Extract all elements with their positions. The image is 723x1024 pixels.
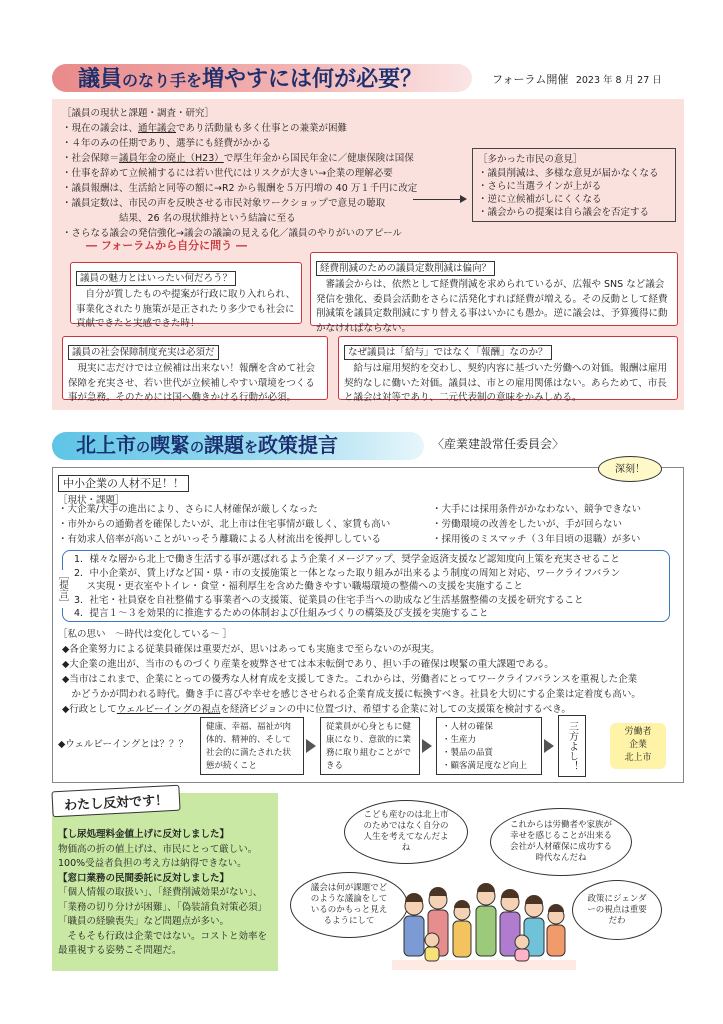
thoughts-heading: ［私の思い ～時代は変化している～ ］ — [58, 629, 233, 640]
title-part: 政策提言 — [258, 433, 338, 457]
box-heading: 議員の社会保障制度充実は必須だ — [68, 345, 219, 360]
issue-item: ・労働環境の改善をしたいが、手が回らない — [432, 519, 623, 530]
opinion-item: ・逆に立候補がしにくくなる — [478, 194, 602, 205]
issue-item: ・大企業/大手の進出により、さらに人材確保が厳しくなった — [58, 504, 318, 515]
thought-item: ◆大企業の進出が、当市のものづくり産業を疲弊させては本末転倒であり、担い手の確保は喫緊の重大課題である。 — [62, 659, 554, 670]
opinion-item: ・さらに当選ラインが上がる — [478, 181, 602, 192]
flow-step-4 — [558, 715, 586, 777]
title-part: の — [136, 440, 150, 456]
status-line: ・仕事を辞めて立候補するには若い世代にはリスクが大きい→企業の理解必要 — [62, 168, 393, 179]
opinions-heading: ［多かった市民の意見］ — [478, 154, 583, 165]
title-part: 何が — [312, 67, 357, 92]
flow-arrow — [306, 739, 316, 753]
flow-text: 従業員が心身ともに健康になり、意欲的に業務に取り組むことができる — [326, 722, 412, 771]
opinion-item: ・議員削減は、多様な意見が届かなくなる — [478, 168, 659, 179]
box-text: 現実に志だけでは立候補は出来ない！報酬を含めて社会保障を充実させ、若い世代が立候補しやすい環境をつくる事が急務。そのためには国へ働きかける行動が必須。 — [68, 363, 316, 403]
bubble-text: これからは労働者や家族が幸せを感じることが出来る会社が人材確保に成功する時代なんだね — [509, 820, 612, 863]
title-part: 課題 — [204, 433, 244, 457]
proposal-item: 2．中小企業が、賃上げなど国・県・市の支援施策と一体となった取り組みが出来るよう制度の周知と対応、ワークライフバラン — [74, 567, 621, 579]
forum-label — [492, 72, 662, 88]
proposal-label-text: ［提言］ — [57, 570, 68, 608]
flow-step-5 — [610, 723, 666, 769]
title-part: 北上市 — [76, 433, 136, 457]
thought-item: ◆各企業努力による従業員確保は重要だが、思いはあっても実施まで至らないのが現実。 — [62, 644, 440, 655]
issue-item: ・採用後のミスマッチ（３年目頃の退職）が多い — [432, 534, 641, 545]
proposal-item: ス実現・更衣室やトイレ・食堂・福利厚生を含めた働きやすい職場環境の整備への支援を実施すること — [74, 581, 523, 592]
box-appeal — [70, 262, 302, 329]
family-illustration — [392, 862, 576, 974]
title-part: 増やすには — [202, 67, 313, 92]
issue-item: ・市外からの通勤者を確保したいが、北上市は住宅事情が厳しく、家賃も高い — [58, 519, 391, 530]
forum-text: フォーラム開催 — [492, 73, 569, 86]
status-block — [62, 106, 482, 241]
flow-step-2 — [320, 717, 420, 775]
opinion-item: ・議会からの提案は自ら議会を否定する — [478, 207, 650, 218]
status-line: 結果、26 名の現状維持という結論に至る — [62, 213, 296, 224]
page-title — [78, 62, 422, 93]
speech-bubble — [290, 872, 408, 938]
forum-date: 2023 年 8 月 27 日 — [575, 75, 662, 86]
headline: 中小企業の人材不足！！ — [63, 477, 184, 490]
flow-text: 三方よし！ — [566, 721, 578, 771]
box-social — [62, 336, 328, 403]
oppose-content — [58, 828, 272, 959]
oppose-title: わたし反対です！ — [63, 792, 169, 814]
proposal-item: 1．様々な層から北上で働き生活する事が選ばれるよう企業イメージアップ、奨学金返済支援など認知度向上策を充実させること — [74, 554, 620, 565]
oppose-text-3: そもそも行政は企業ではない。コストと効率を最重視する姿勢こそ問題だ。 — [58, 930, 268, 956]
thought-item: かどうかが問われる時代。働き手に喜びや幸せを感じさせられる企業育成支援に転換すべき。社員を大切にする企業は定着度も高い。 — [62, 689, 641, 700]
status-line: ・社会保障＝議員年金の廃止（H23）で厚生年金から国民年金に／健康保険は国保 — [62, 153, 414, 164]
thought-item: ◆当市はこれまで、企業にとっての優秀な人材育成を支援してきた。これからは、労働者にとってワークライフバランスを重視した企業 — [62, 674, 638, 685]
box-heading: 議員の魅力とはいったい何だろう？ — [76, 271, 236, 286]
flow-text: ・製品の品質 — [442, 748, 494, 758]
flow-text: 北上市 — [624, 753, 652, 763]
flow-step-1 — [200, 717, 304, 775]
box-reduction — [310, 252, 678, 334]
flow-step-3 — [436, 717, 542, 775]
thoughts-block — [58, 627, 641, 717]
arrow-line — [413, 199, 463, 200]
issues-heading: ［現状・課題］ — [58, 495, 125, 506]
box-heading: なぜ議員は「給与」ではなく「報酬」なのか？ — [344, 345, 552, 360]
status-line: ・議員定数は、市民の声を反映させる市民対象ワークショップで意見の聴取 — [62, 198, 386, 209]
flow-text: ・人材の確保 — [442, 722, 494, 732]
title-part: 議員 — [78, 67, 123, 92]
speech-bubble — [344, 800, 468, 864]
bubble-text: 議会は何が課題でどのような議論をしているのかもっと見えるようにして — [310, 883, 388, 926]
committee-label: 〈産業建設常任委員会〉 — [432, 437, 565, 451]
headline-box — [58, 475, 189, 492]
status-line: ・さらなる議会の発信強化→議会の議論の見える化／議員のやりがいのアピール — [62, 228, 402, 239]
status-line: ・議員報酬は、生活給と同等の額に→R2 から報酬を５万円増の 40 万１千円に改定 — [62, 183, 418, 194]
title-part: の — [190, 440, 204, 456]
proposal-item: 3．社宅・社員寮を自社整備する事業者への支援策、従業員の住宅手当への助成など生活基盤整備の支援を研究すること — [74, 594, 584, 606]
flow-text: 健康、幸福、福祉が肉体的、精神的、そして社会的に満たされた状態が続くこと — [206, 722, 292, 771]
speech-bubble — [572, 880, 662, 940]
wellbeing-label: ◆ウェルビーイングとは？？？ — [58, 739, 189, 750]
proposal-label — [56, 570, 68, 608]
issue-item: ・大手には採用条件がかなわない、競争できない — [432, 504, 642, 515]
bubble-text: こども産むのは北上市のためではなく自分の人生を考えてなんだよね — [363, 810, 449, 853]
bubble-text: 政策にジェンダーの視点は重要だわ — [587, 893, 647, 926]
box-salary — [338, 336, 678, 403]
box-text: 給与は雇用契約を交わし、契約内容に基づいた労働への対価。報酬は雇用契約なしに働いた対価。議員は、市との雇用関係はない。あらためて、市長と議会は対等であり、二元代表制の意味をかみしめる。 — [344, 363, 668, 403]
flow-arrow — [544, 739, 554, 753]
forum-question: ― フォーラムから自分に問う ― — [86, 239, 247, 252]
flow-text: 企業 — [628, 740, 647, 750]
status-heading: ［議員の現状と課題・調査・研究］ — [62, 108, 215, 119]
status-line: ・４年のみの任期であり、選挙にも経費がかかる — [62, 138, 272, 149]
oppose-text-2: 「個人情報の取扱い」、「経費削減効果がない」、「業務の切り分けが困難」、「偽装請負対策必須」「職員の経験喪失」など問題点が多い。 — [58, 887, 268, 927]
box-text: 審議会からは、依然として経費削減を求められているが、広報や SNS など議会発信を強化、委員会活動をさらに活発化すれば経費が増える。その反動として経費削減策を議員定数削減にすり替える事はいかにも愚か。逆に議会は、予算獲得に動かなければならない。 — [316, 279, 668, 334]
oppose-heading-1: 【し尿処理料金値上げに反対しました】 — [58, 829, 230, 840]
box-text: 自分が質したものや提案が行政に取り入れられ、事業化されたり施策が是正されたり多少でも社会に貢献できたと実感できた時！ — [76, 289, 296, 329]
arrow-head — [460, 195, 467, 203]
flow-text: 労働者 — [624, 727, 652, 737]
section2-title — [76, 429, 338, 458]
flow-text: ・生産力 — [442, 735, 477, 745]
issues-left — [58, 502, 390, 547]
title-part: 必要？ — [356, 67, 423, 92]
proposal-item: 4．提言１～３を効果的に推進するための体制および仕組みづくりの構築及び支援を実施すること — [74, 608, 489, 619]
box-heading: 経費削減のための議員定数削減は偏向？ — [316, 261, 495, 276]
badge-text: 深刻！ — [615, 463, 645, 475]
issue-item: ・有効求人倍率が高いことがいっそう離職による人材流出を後押ししている — [58, 534, 382, 545]
title-part: を — [244, 440, 258, 456]
proposal-list — [74, 553, 620, 621]
status-line: ・現在の議会は、通年議会であり活動量も多く仕事との兼業が困難 — [62, 123, 348, 134]
title-part: のなり手を — [122, 71, 203, 90]
thought-item: ◆行政としてウェルビーイングの視点を経済ビジョンの中に位置づけ、希望する企業に対しての支援策を検討するべき。 — [62, 704, 571, 715]
issues-right — [432, 502, 641, 547]
oppose-text-1: 物価高の折の値上げは、市民にとって厳しい。100%受益者負担の考え方は納得できない。 — [58, 843, 258, 869]
flow-text: ・顧客満足度など向上 — [442, 761, 528, 771]
oppose-heading-2: 【窓口業務の民間委託に反対しました】 — [58, 872, 230, 884]
flow-arrow — [422, 739, 432, 753]
opinions-box — [472, 148, 676, 222]
title-part: 喫緊 — [150, 433, 190, 457]
